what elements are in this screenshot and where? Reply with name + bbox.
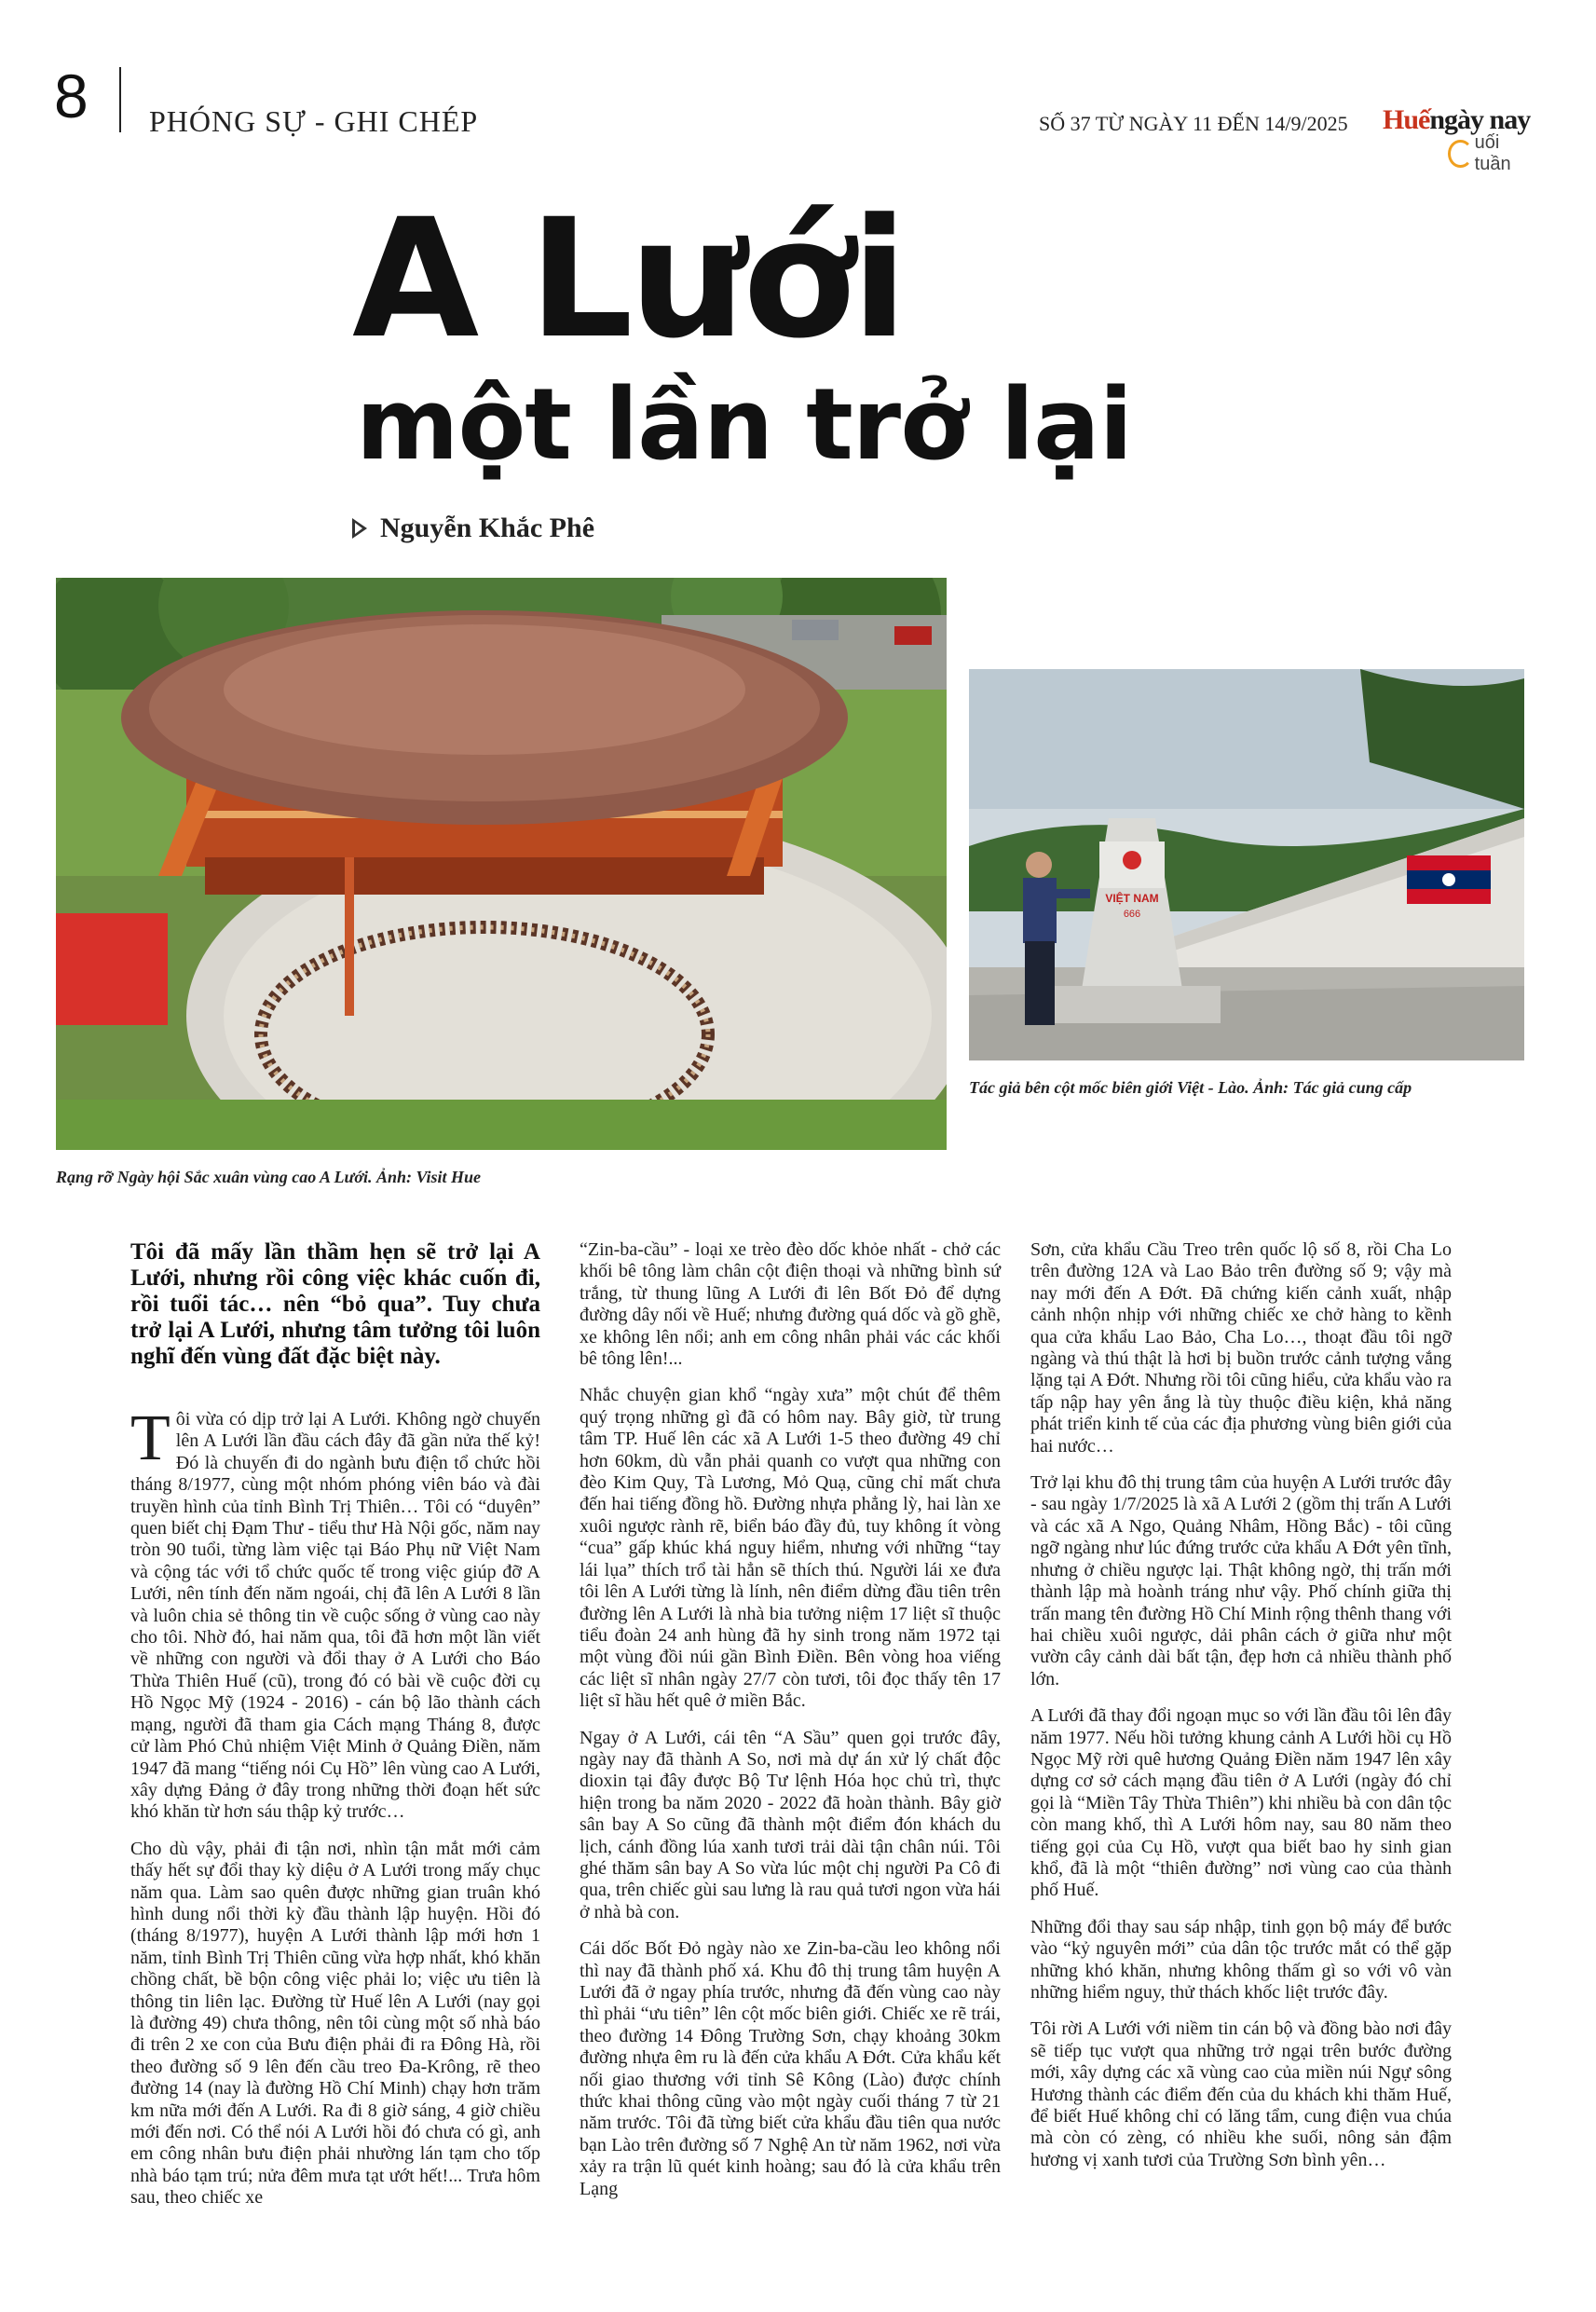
play-triangle-icon — [352, 518, 367, 539]
paragraph: Nhắc chuyện gian khổ “ngày xưa” một chút để thêm quý trọng những gì đã có hôm nay. Bây giờ, từ trung tâm TP. Huế lên các xã A Lưới 1-5 theo đường 49 chỉ hơn 60km, dù vẫn phải quanh co vượt qua những con đèo Kim Quy, Tà Lương, Mỏ Quạ, cũng chỉ mất chưa đến hai tiếng đồng hồ. Đường nhựa phẳng lỳ, hai làn xe xuôi ngược rành rẽ, biển báo đầy đủ, tuy không ít vòng “cua” gấp khúc khá nguy hiểm, nhưng với những “tay lái lụa” thích trổ tài hẳn sẽ thích thú. Người lái xe đưa tôi lên A Lưới từng là lính, nên điểm dừng đầu tiên trên đường lên A Lưới là nhà bia tưởng niệm 17 liệt sĩ thuộc tiểu đoàn 24 anh hùng đã hy sinh trong năm 1972 tại một vùng đồi núi gần Bình Điền. Bên vòng hoa viếng các liệt sĩ nhân ngày 27/7 còn tươi, tôi đọc thấy tên 17 liệt sĩ hầu hết quê ở miền Bắc. — [580, 1385, 1001, 1712]
article-title-line1: A Lưới — [352, 184, 905, 375]
brand-logo — [1383, 104, 1532, 175]
author-name: Nguyễn Khắc Phê — [380, 513, 595, 543]
page-number: 8 — [54, 62, 89, 130]
lead-paragraph: Tôi đã mấy lần thầm hẹn sẽ trở lại A Lưới, nhưng rồi công việc khác cuốn đi, rồi tuổi tác… nên “bỏ qua”. Tuy chưa trở lại A Lưới, nhưng tâm tưởng tôi luôn nghĩ đến vùng đất đặc biệt này. — [130, 1239, 540, 1369]
paragraph: A Lưới đã thay đổi ngoạn mục so với lần đầu tôi lên đây năm 1977. Nếu hồi tưởng khung cảnh A Lưới hồi cụ Hồ Ngọc Mỹ rời quê hương Quảng Điền năm 1947 lên xây dựng cơ sở cách mạng đầu tiên ở A Lưới (ngày đó chỉ gọi là “Miền Tây Thừa Thiên”) khi nhiều bà con dân tộc còn mang khố, thì A Lưới hôm nay, sau 80 năm theo tiếng gọi của Cụ Hồ, vượt qua biết bao hy sinh gian khổ, đã là một “thiên đường” nơi vùng cao của thành phố Huế. — [1030, 1705, 1452, 1901]
paragraph: Tôi vừa có dịp trở lại A Lưới. Không ngờ chuyến lên A Lưới lần đầu cách đây đã gần nửa thế kỷ! Đó là chuyến đi do ngành bưu điện tổ chức hồi tháng 8/1977, cùng một nhóm phóng viên báo và đài truyền hình của tỉnh Bình Trị Thiên… Tôi có “duyên” quen biết chị Đạm Thư - tiểu thư Hà Nội gốc, năm nay tròn 90 tuổi, từng làm việc tại Báo Phụ nữ Việt Nam và cộng tác với tổ chức quốc tế trong việc giúp đỡ A Lưới, nên tính đến năm ngoái, chị đã lên A Lưới 8 lần và luôn chia sẻ thông tin về cuộc sống ở vùng cao này cho tôi. Nhờ đó, hai năm qua, tôi đã hơn một lần viết về những con người và đổi thay ở A Lưới cho Báo Thừa Thiên Huế (cũ), trong đó có bài về cuộc đời cụ Hồ Ngọc Mỹ (1924 - 2016) - cán bộ lão thành cách mạng, người đã tham gia Cách mạng Tháng 8, được cử làm Phó Chủ nhiệm Việt Minh ở Quảng Điền, năm 1947 đã mang “tiếng nói Cụ Hồ” lên vùng cao A Lưới, xây dựng Đảng ở đây trong những thời đoạn hết sức khó khăn từ hơn sáu thập kỷ trước… — [130, 1402, 540, 1823]
marker-number: 666 — [1123, 909, 1141, 920]
column-2 — [580, 1239, 1001, 2215]
header-divider — [119, 67, 121, 132]
brand-c-icon — [1448, 140, 1473, 168]
brand-name — [1383, 104, 1532, 136]
issue-info: SỐ 37 TỪ NGÀY 11 ĐẾN 14/9/2025 — [1039, 112, 1348, 135]
paragraph: Cho dù vậy, phải đi tận nơi, nhìn tận mắt mới cảm thấy hết sự đổi thay kỳ diệu ở A Lưới trong mấy chục năm qua. Làm sao quên được những gian truân khó hình dung nổi thời kỳ đầu thành lập huyện. Hồi đó (tháng 8/1977), huyện A Lưới thành lập mới hơn 1 năm, tỉnh Bình Trị Thiên cũng vừa hợp nhất, khó khăn chồng chất, bề bộn công việc phải lo; việc ưu tiên là thông tin liên lạc. Đường từ Huế lên A Lưới (nay gọi là đường 49) chưa thông, nên tôi cùng một số nhà báo đi trên 2 xe con của Bưu điện phải đi ra Đông Hà, rồi theo đường số 9 lên đến cầu treo Đa-Krông, rẽ theo đường 14 (nay là đường Hồ Chí Minh) chạy hơn trăm km nữa mới đến A Lưới. Ra đi 8 giờ sáng, 4 giờ chiều mới đến nơi. Có thể nói A Lưới hồi đó chưa có gì, anh em công nhân bưu điện phải nhường lán tạm cho tốp nhà báo tạm trú; nửa đêm mưa tạt ướt hết!... Trưa hôm sau, theo chiếc xe — [130, 1838, 540, 2209]
section-label: PHÓNG SỰ - GHI CHÉP — [149, 104, 479, 138]
side-photo-caption: Tác giả bên cột mốc biên giới Việt - Lào. Ảnh: Tác giả cung cấp — [969, 1078, 1412, 1097]
paragraph: Ngay ở A Lưới, cái tên “A Sầu” quen gọi trước đây, ngày nay đã thành A So, nơi mà dự án xử lý chất độc dioxin tại đây được Bộ Tư lệnh Hóa học chủ trì, thực hiện trong ba năm 2020 - 2022 đã hoàn thành. Bây giờ sân bay A So cũng đã thành một điểm đón khách du lịch, cánh đồng lúa xanh tươi trải dài tận chân núi. Tôi ghé thăm sân bay A So vừa lúc một chị người Pa Cô đi qua, trên chiếc gùi sau lưng là rau quả tươi ngon vừa hái ở nhà bà con. — [580, 1727, 1001, 1922]
main-photo-caption: Rạng rỡ Ngày hội Sắc xuân vùng cao A Lưới. Ảnh: Visit Hue — [56, 1168, 482, 1186]
brand-name-part2: ngày nay — [1429, 104, 1531, 135]
column-3 — [1030, 1239, 1452, 2186]
paragraph: Cái dốc Bốt Đỏ ngày nào xe Zin-ba-cầu leo không nổi thì nay đã thành phố xá. Khu đô thị trung tâm huyện A Lưới đã ở ngay phía trước, nhưng đã đến vùng cao này thì phải “ưu tiên” lên cột mốc biên giới. Chiếc xe rẽ trái, theo đường 14 Đông Trường Sơn, chạy khoảng 30km đường nhựa êm ru là đến cửa khẩu A Đớt. Cửa khẩu kết nối giao thương với tỉnh Sê Kông (Lào) được chính thức khai thông cũng vào một ngày cuối tháng 7 từ 21 năm trước. Tôi đã từng biết cửa khẩu đầu tiên qua nước bạn Lào trên đường số 7 Nghệ An từ năm 1962, nơi vừa xảy ra trận lũ quét kinh hoàng; sau đó là cửa khẩu trên Lạng — [580, 1938, 1001, 2199]
byline — [352, 513, 594, 544]
paragraph: Trở lại khu đô thị trung tâm của huyện A Lưới trước đây - sau ngày 1/7/2025 là xã A Lưới 2 (gồm thị trấn A Lưới và các xã A Ngo, Quảng Nhâm, Hồng Bắc) - tôi cũng ngỡ ngàng như lúc đứng trước cửa khẩu A Đớt yên tĩnh, nhưng ở chiều ngược lại. Thật không ngờ, thị trấn mới thành lập mà hoành tráng như vậy. Phố chính giữa thị trấn mang tên đường Hồ Chí Minh rộng thênh thang với hai chiều xuôi ngược, dải phân cách ở giữa như một vườn cây cảnh dài bất tận, đẹp hơn cả nhiều thành phố lớn. — [1030, 1472, 1452, 1690]
brand-sub-text: uối tuần — [1474, 132, 1511, 174]
main-photo — [56, 578, 947, 1150]
paragraph: Những đổi thay sau sáp nhập, tinh gọn bộ máy để bước vào “kỷ nguyên mới” của dân tộc trước mắt có thể gặp những khó khăn, nhưng không thấm gì so với vô vàn những hiểm nguy, thử thách khốc liệt trước đây. — [1030, 1916, 1452, 2003]
marker-label: VIỆT NAM — [1105, 892, 1159, 905]
paragraph: Sơn, cửa khẩu Cầu Treo trên quốc lộ số 8, rồi Cha Lo trên đường 12A và Lao Bảo trên đường số 9; vậy mà nay mới đến A Đớt. Đã chứng kiến cảnh xuất, nhập cảnh nhộn nhịp với những chiếc xe chở hàng to kềnh qua cửa khẩu Lao Bảo, Cha Lo…, thoạt đầu tôi ngỡ ngàng và thú thật là hơi bị buồn trước cảnh tượng vắng lặng tại A Đớt. Nhưng rồi tôi cũng hiểu, cửa khẩu vào ra tấp nập hay yên ắng là tùy thuộc điều kiện, khả năng phát triển kinh tế của các địa phương vùng biên giới của hai nước… — [1030, 1239, 1452, 1457]
paragraph: Tôi rời A Lưới với niềm tin cán bộ và đồng bào nơi đây sẽ tiếp tục vượt qua những trở ngại trên bước đường mới, xây dựng các xã vùng cao của miền núi Ngự sông Hương thành các điểm đến của du khách khi thăm Huế, để biết Huế không chỉ có lăng tẩm, cung điện vua chúa mà còn có zèng, có nhiều khe suối, nông sản đậm hương vị xanh tươi của Trường Sơn bình yên… — [1030, 2018, 1452, 2170]
paragraph: “Zin-ba-cầu” - loại xe trèo đèo dốc khỏe nhất - chở các khối bê tông làm chân cột điện thoại và những bình sứ trắng, từ thung lũng A Lưới đi lên Bốt Đỏ để dựng đường dây nối về Huế; nhưng đường quá dốc và gồ ghề, xe không lên nổi; anh em công nhân phải vác các khối bê tông lên!... — [580, 1239, 1001, 1370]
column-1 — [130, 1402, 540, 2224]
article-title-line2: một lần trở lại — [356, 367, 1132, 482]
brand-name-part1: Huế — [1383, 104, 1430, 135]
brand-subtitle — [1448, 132, 1532, 175]
side-photo — [969, 669, 1524, 1060]
